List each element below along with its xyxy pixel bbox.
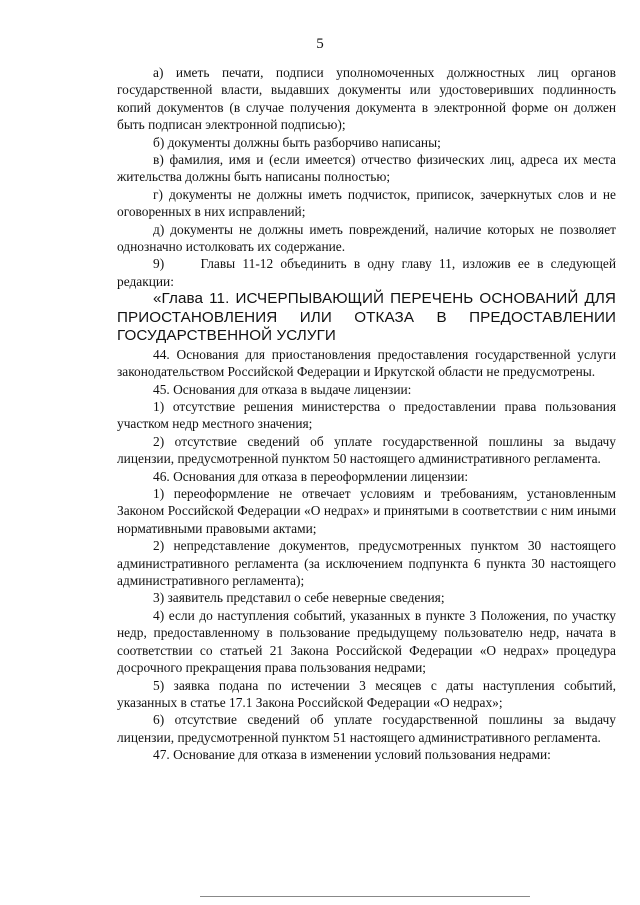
paragraph-46-item-3: 3) заявитель представил о себе неверные сведения; <box>153 590 445 606</box>
paragraph-46-item-6: 6) отсутствие сведений об уплате государственной пошлины за выдачу лицензии, предусмотренной пунктом 51 настоящего административного регламента. <box>117 712 616 745</box>
paragraph-45: 45. Основания для отказа в выдаче лицензии: <box>153 381 412 397</box>
paragraph-47: 47. Основание для отказа в изменении условий пользования недрами: <box>153 747 551 763</box>
chapter-11-heading: «Глава 11. ИСЧЕРПЫВАЮЩИЙ ПЕРЕЧЕНЬ ОСНОВАНИЙ ДЛЯ ПРИОСТАНОВЛЕНИЯ ИЛИ ОТКАЗА В ПРЕДОСТАВЛЕНИИ ГОСУДАРСТВЕННОЙ УСЛУГИ <box>117 290 616 345</box>
paragraph-45-item-2: 2) отсутствие сведений об уплате государственной пошлины за выдачу лицензии, предусмотренной пунктом 50 настоящего административного регламента. <box>117 433 616 467</box>
document-body <box>117 64 616 764</box>
page-number: 5 <box>316 36 324 52</box>
paragraph-9-merge-chapters: 9) Главы 11-12 объединить в одну главу 11, изложив ее в следующей редакции: <box>117 256 616 289</box>
paragraph-a-stamps-signatures: а) иметь печати, подписи уполномоченных должностных лиц органов государственной власти, выдавших документы или удостоверивших подлинность копий документов (в случае получения документа в электронной форме он должен быть подписан электронной подписью); <box>117 65 616 133</box>
paragraph-46-item-1: 1) переоформление не отвечает условиям и требованиям, установленным Законом Российской Федерации «О недрах» и принятыми в соответствии с ним иными нормативными правовыми актами; <box>117 486 616 536</box>
paragraph-46-item-4: 4) если до наступления событий, указанных в пункте 3 Положения, по участку недр, предоставленному в пользование предыдущему пользователю недр, начата в соответствии со статьей 21 Закона Российской Федерации «О недрах» процедура досрочного прекращения права пользования недрами; <box>117 607 616 676</box>
paragraph-b-legible: б) документы должны быть разборчиво написаны; <box>153 134 441 150</box>
paragraph-46-item-5: 5) заявка подана по истечении 3 месяцев с даты наступления событий, указанных в статье 17.1 Закона Российской Федерации «О недрах»; <box>117 677 616 710</box>
paragraph-46: 46. Основания для отказа в переоформлении лицензии: <box>153 468 469 484</box>
paragraph-46-item-2: 2) непредставление документов, предусмотренных пунктом 30 настоящего административного регламента (за исключением подпункта 6 пункта 30 настоящего административного регламента); <box>117 538 616 589</box>
paragraph-v-full-names: в) фамилия, имя и (если имеется) отчество физических лиц, адреса их места жительства должны быть написаны полностью; <box>117 152 616 185</box>
paragraph-44: 44. Основания для приостановления предоставления государственной услуги законодательством Российской Федерации и Иркутской области не предусмотрены. <box>117 346 616 380</box>
paragraph-g-no-erasures: г) документы не должны иметь подчисток, приписок, зачеркнутых слов и не оговоренных в них исправлений; <box>117 186 616 220</box>
scan-edge-divider <box>200 896 530 897</box>
paragraph-d-no-damage: д) документы не должны иметь повреждений, наличие которых не позволяет однозначно истолковать их содержание. <box>117 221 616 255</box>
paragraph-45-item-1: 1) отсутствие решения министерства о предоставлении права пользования участком недр местного значения; <box>117 399 616 432</box>
